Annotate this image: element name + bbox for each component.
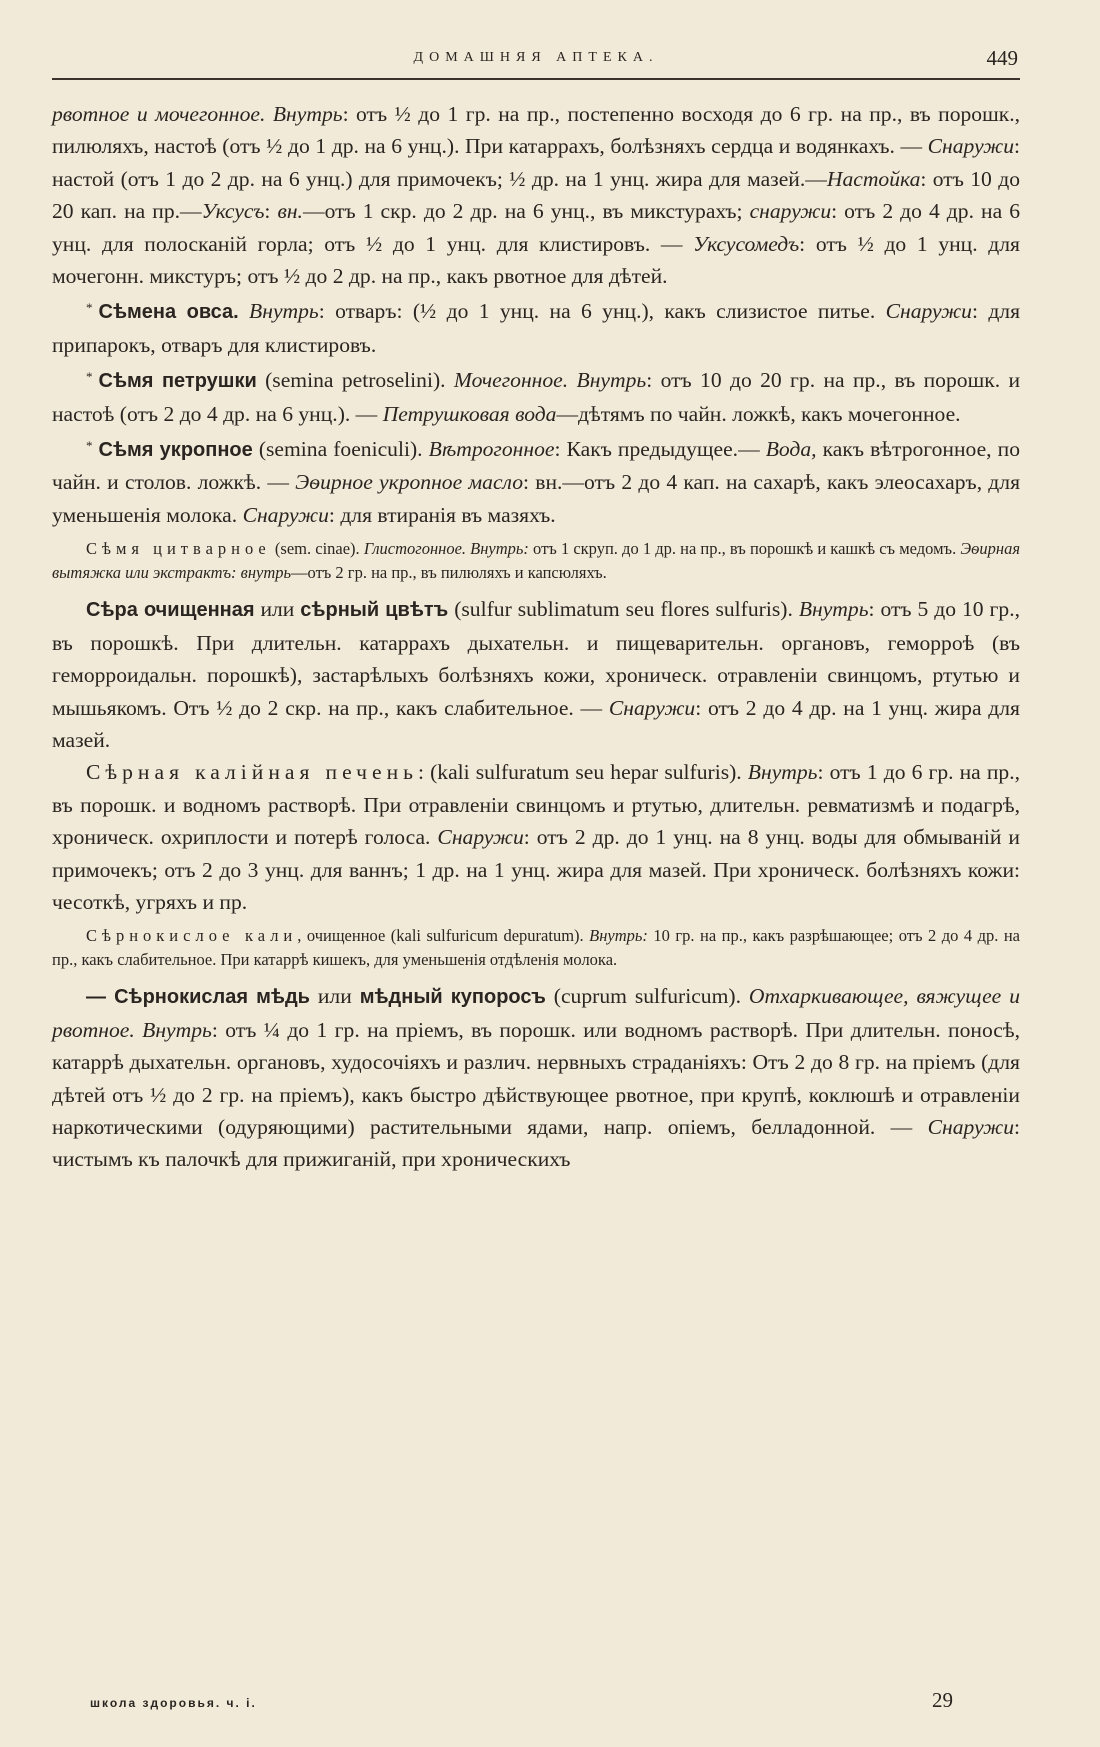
italic-text: Снаружи: [927, 134, 1014, 159]
text: —дѣтямъ по чайн. ложкѣ, какъ мочегонное.: [556, 401, 961, 426]
text: :: [264, 199, 278, 224]
text: (semina foeniculi).: [252, 437, 429, 462]
entry-heading: Сѣмена овса.: [98, 301, 239, 324]
page-number: 449: [986, 46, 1018, 70]
entry-liver-of-sulfur: [52, 756, 1020, 918]
text: или: [309, 984, 360, 1009]
running-head: ДОМАШНЯЯ АПТЕКА.: [413, 50, 659, 65]
text: : отъ ½ до 1 гр. на пр., постепенно восходя до 6 гр. на пр., въ порошк., пилюляхъ, настоѣ (отъ ½ до 1 др. на 6 унц.). При катаррахъ, болѣзняхъ сердца и водянкахъ. —: [52, 102, 1020, 159]
text: : отъ 10 до 20 кап. на пр.—: [52, 166, 1021, 224]
sheet-number: 29: [932, 1688, 953, 1712]
italic-text: Внутрь: [798, 597, 869, 622]
text: [239, 299, 249, 323]
entry-wormseed-small: [52, 537, 1020, 585]
italic-text: рвотное и мочегонное. Внутрь: [52, 102, 343, 126]
text: : отъ ¼ до 1 гр. на пріемъ, въ порошк. или водномъ растворѣ. При длительн. поносѣ, катаррѣ дыхательн. органовъ, худосочіяхъ и различ. нервныхъ страданіяхъ: Отъ 2 до 8 гр. на пріемъ (для дѣтей отъ ½ до 2 гр. на пріемъ), какъ быстро дѣйствующее рвотное, при крупѣ, коклюшѣ и отравленіи наркотическими (одуряющими) растительными ядами, напр. опіемъ, белладонной. —: [52, 1017, 1020, 1139]
text: : отъ ½ до 1 унц. для мочегонн. микстуръ; отъ ½ до 2 др. на пр., какъ рвотное для дѣтей.: [52, 231, 1020, 289]
italic-text: Уксусомедъ: [693, 231, 800, 256]
text: какъ вѣтрогонное, по чайн. и столов. ложкѣ. —: [52, 437, 1020, 495]
asterisk-mark: *: [86, 369, 93, 385]
text: : отъ 2 до 4 др. на 1 унц. жира для мазей.: [52, 695, 1020, 752]
entry-heading: Сѣра очищенная: [86, 599, 255, 622]
text: : отъ 2 до 4 др. на 6 унц. для полосканій горла; отъ ½ до 1 унц. для клистировъ. —: [52, 199, 1020, 256]
text: : отъ 1 до 6 гр. на пр., въ порошк. и водномъ растворѣ. При отравленіи свинцомъ и ртутью, длительн. ревматизмѣ и подагрѣ, хроническ. охриплости и потерѣ голоса.: [52, 760, 1021, 850]
entry-heading: мѣдный купоросъ: [359, 986, 546, 1009]
italic-text: Внутрь: [249, 299, 319, 324]
italic-text: Эѳирная вытяжка или экстрактъ: внутрь: [52, 539, 1020, 583]
paragraph-continued: [52, 98, 1020, 292]
entry-heading-spaced: Сѣрнокислое кали: [86, 926, 298, 946]
entry-copper-sulfate: [52, 980, 1020, 1175]
text: : отваръ: (½ до 1 унц. на 6 унц.), какъ слизистое питье.: [318, 299, 886, 324]
italic-text: Снаружи: [885, 299, 972, 324]
text: : Какъ предыдущее.—: [554, 437, 766, 462]
entry-heading-spaced: Сѣрная калійная печень: [86, 760, 418, 785]
italic-text: Петрушковая вода: [382, 401, 557, 426]
entry-sulfur: [52, 593, 1020, 756]
text: : для втиранія въ мазяхъ.: [328, 502, 556, 527]
text: : (kali sulfuratum seu hepar sulfuris).: [417, 760, 748, 785]
page-header: [52, 44, 1020, 80]
italic-text: Отхаркивающее, вяжущее и рвотное. Внутрь: [52, 984, 1020, 1042]
italic-text: Снаружи: [242, 502, 329, 527]
asterisk-mark: *: [86, 300, 93, 316]
entry-heading: — Сѣрнокислая мѣдь: [86, 986, 310, 1009]
asterisk-mark: *: [86, 438, 93, 454]
italic-text: Снаружи: [437, 825, 524, 850]
entry-heading-spaced: Сѣмя цитварное: [86, 539, 271, 559]
italic-text: Настойка: [826, 166, 921, 191]
italic-text: Вода,: [765, 437, 817, 462]
italic-text: Снаружи: [608, 695, 696, 720]
printer-signature: школа здоровья. ч. i.: [90, 1696, 257, 1710]
text: (semina petroselini).: [256, 368, 454, 393]
entry-oat-seeds: [52, 292, 1020, 361]
entry-parsley-seeds: [52, 361, 1020, 430]
entry-heading: сѣрный цвѣтъ: [300, 599, 449, 622]
entry-potassium-sulfate-small: [52, 924, 1020, 972]
entry-heading: Сѣмя укропное: [98, 439, 253, 462]
italic-text: Вѣтрогонное: [428, 437, 555, 462]
italic-text: Эѳирное укропное масло: [295, 470, 524, 495]
text: : настой (отъ 1 до 2 др. на 6 унц.) для примочекъ; ½ др. на 1 унц. жира для мазей.—: [52, 134, 1020, 191]
text: : отъ 10 до 20 гр. на пр., въ порошк. и настоѣ (отъ 2 до 4 др. на 6 унц.). —: [52, 368, 1020, 426]
page-footer: [52, 1688, 1020, 1718]
text: —отъ 2 гр. на пр., въ пилюляхъ и капсюляхъ.: [291, 563, 607, 583]
text: отъ 1 скруп. до 1 др. на пр., въ порошкѣ и кашкѣ съ медомъ.: [528, 539, 961, 559]
text: (cuprum sulfuricum).: [545, 984, 749, 1009]
italic-text: Глистогонное. Внутрь:: [363, 539, 529, 559]
entry-dill-seeds: [52, 430, 1020, 531]
text: : отъ 2 др. до 1 унц. на 8 унц. воды для обмываній и примочекъ; отъ 2 до 3 унц. для ваннъ; 1 др. на 1 унц. жира для мазей. При хроническ. болѣзняхъ кожи: чесоткѣ, угряхъ и пр.: [52, 825, 1020, 914]
text: , очищенное (kali sulfuricum depuratum).: [297, 926, 590, 946]
text: : отъ 5 до 10 гр., въ порошкѣ. При длительн. катаррахъ дыхательн. и пищеварительн. органовъ, геморроѣ (въ геморроидальн. порошкѣ), застарѣлыхъ болѣзняхъ кожи, хроническ. отравленіи свинцомъ, ртутью и мышьякомъ. Отъ ½ до 2 скр. на пр., какъ слабительное. —: [52, 597, 1020, 720]
text: 10 гр. на пр., какъ разрѣшающее; отъ 2 до 4 др. на пр., какъ слабительное. При катаррѣ кишекъ, для уменьшенія отдѣленія молока.: [52, 926, 1020, 970]
italic-text: Внутрь: [747, 760, 818, 785]
italic-text: вн.: [277, 199, 303, 224]
entry-heading: Сѣмя петрушки: [98, 370, 257, 393]
text: или: [254, 597, 301, 622]
page-body: [52, 98, 1020, 1176]
italic-text: снаружи: [749, 199, 832, 224]
italic-text: Мочегонное. Внутрь: [453, 368, 647, 393]
italic-text: Снаружи: [927, 1114, 1014, 1139]
text: : чистымъ къ палочкѣ для прижиганій, при хроническихъ: [52, 1114, 1020, 1172]
text: : для припарокъ, отваръ для клистировъ.: [52, 299, 1021, 357]
italic-text: Внутрь:: [589, 926, 648, 946]
text: (sulfur sublimatum seu flores sulfuris).: [448, 597, 799, 622]
text: : вн.—отъ 2 до 4 кап. на сахарѣ, какъ элеосахаръ, для уменьшенія молока.: [52, 470, 1020, 527]
text: —отъ 1 скр. до 2 др. на 6 унц., въ микстурахъ;: [302, 199, 750, 224]
text: (sem. cinae).: [270, 539, 364, 559]
italic-text: Уксусъ: [201, 199, 265, 224]
